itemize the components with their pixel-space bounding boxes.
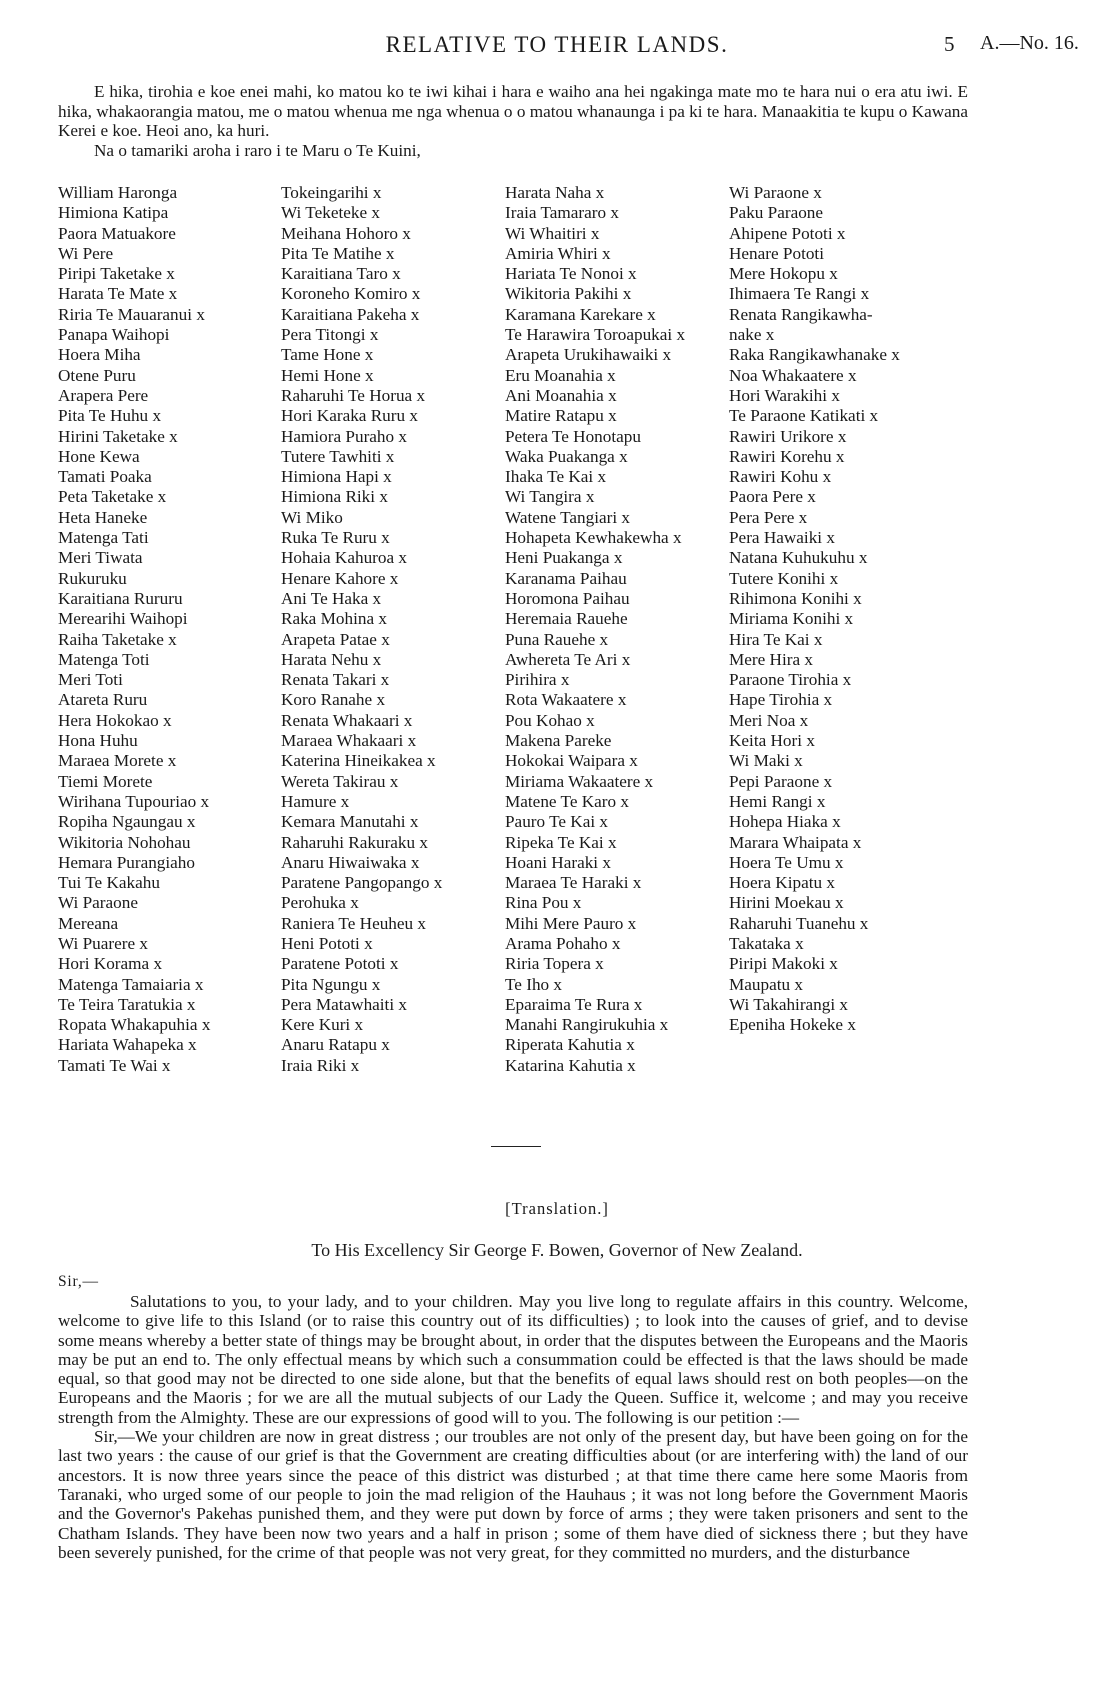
signatory-name: Raharuhi Tuanehu x bbox=[729, 913, 869, 933]
signatory-name: Iraia Tamararo x bbox=[505, 203, 619, 223]
signatory-name: Miriama Wakaatere x bbox=[505, 771, 654, 791]
translation-body bbox=[58, 1292, 968, 1562]
signatory-name: Hamiora Puraho x bbox=[281, 426, 408, 446]
signatory-name: Anaru Ratapu x bbox=[281, 1035, 390, 1055]
signatory-name: Paku Paraone bbox=[729, 203, 824, 223]
signatory-name: Himiona Katipa bbox=[58, 203, 169, 223]
signatory-name: Hona Huhu bbox=[58, 731, 138, 751]
signatory-name: Maraea Te Haraki x bbox=[505, 873, 642, 893]
signatory-name: Eru Moanahia x bbox=[505, 365, 616, 385]
signatory-name: Karanama Paihau bbox=[505, 568, 627, 588]
maori-petition-text bbox=[58, 82, 968, 160]
signatory-name: Ropiha Ngaungau x bbox=[58, 812, 196, 832]
signatory-name: Matene Te Karo x bbox=[505, 791, 629, 811]
signatory-name: Arapera Pere bbox=[58, 385, 149, 405]
signatory-name: Pera Pere x bbox=[729, 507, 808, 527]
signatory-name: Tamati Te Wai x bbox=[58, 1055, 171, 1075]
signatory-name: Wi Whaitiri x bbox=[505, 223, 600, 243]
signatory-name: Riria Te Mauaranui x bbox=[58, 304, 205, 324]
signatory-name: Heni Puakanga x bbox=[505, 548, 623, 568]
signatory-name: Tame Hone x bbox=[281, 345, 374, 365]
signatory-name: Hori Karaka Ruru x bbox=[281, 406, 418, 426]
signatory-name: Iraia Riki x bbox=[281, 1055, 360, 1075]
signatory-name: Mere Hokopu x bbox=[729, 264, 838, 284]
signatory-name: Mere Hira x bbox=[729, 649, 813, 669]
signatory-column-2 bbox=[281, 183, 442, 1076]
translation-address: To His Excellency Sir George F. Bowen, Governor of New Zealand. bbox=[311, 1240, 803, 1260]
signatory-name: William Haronga bbox=[58, 183, 178, 202]
signatory-name: Hori Korama x bbox=[58, 954, 163, 974]
signatory-name: Takataka x bbox=[729, 933, 804, 953]
signatory-name: Epeniha Hokeke x bbox=[729, 1015, 856, 1035]
signatory-name: Amiria Whiri x bbox=[505, 243, 611, 263]
signatory-name: Hera Hokokao x bbox=[58, 710, 172, 730]
signatory-name: Katerina Hineikakea x bbox=[281, 751, 436, 771]
signatory-name: Hori Warakihi x bbox=[729, 385, 840, 405]
signatory-name: Pera Matawhaiti x bbox=[281, 994, 408, 1014]
signatory-name: Tiemi Morete bbox=[58, 771, 153, 791]
signatory-name: Hoera Kipatu x bbox=[729, 873, 835, 893]
translation-paragraph-2: Sir,—We your children are now in great distress ; our troubles are not only of the present day, but have been going on for the last two years : the cause of our grief is that the Government are creating difficulties about (or are interfering with) the land of our ancestors. It is now three years since the peace of this district was disturbed ; at that time there came here some Maoris from Taranaki, who urged some of our people to join the mad religion of the Hauhaus ; it was not long before the Government Maoris and the Governor's Pakehas punished them, and they were put down by force of arms ; they were taken prisoners and sent to the Chatham Islands. They have been now two years and a half in prison ; some of them have died of sickness there ; but they have been severely punished, for the crime of that people was not very great, for they committed no murders, and the disturbance bbox=[58, 1427, 968, 1562]
translation-salutation: Sir,— bbox=[58, 1273, 99, 1290]
signatory-name: Te Teira Taratukia x bbox=[58, 994, 196, 1014]
signatory-name: Hoera Te Umu x bbox=[729, 852, 844, 872]
signatory-name: Arapeta Patae x bbox=[281, 629, 390, 649]
signatory-name: Hoani Haraki x bbox=[505, 852, 611, 872]
signatory-name: Otene Puru bbox=[58, 365, 136, 385]
signatory-name: Piripi Taketake x bbox=[58, 264, 175, 284]
signatory-name: Katarina Kahutia x bbox=[505, 1055, 636, 1075]
signatory-name: Hohaia Kahuroa x bbox=[281, 548, 407, 568]
signatory-name: Maraea Whakaari x bbox=[281, 731, 417, 751]
signatory-name: Ihimaera Te Rangi x bbox=[729, 284, 870, 304]
signatory-name: Marara Whaipata x bbox=[729, 832, 862, 852]
signatory-name: Hokokai Waipara x bbox=[505, 751, 638, 771]
signatory-name: Perohuka x bbox=[281, 893, 359, 913]
signatory-name: Himiona Riki x bbox=[281, 487, 388, 507]
signatory-name: Hone Kewa bbox=[58, 446, 140, 466]
signatory-name: Paratene Pototi x bbox=[281, 954, 399, 974]
signatory-name: Te Harawira Toroapukai x bbox=[505, 325, 686, 345]
signatory-name: Matenga Toti bbox=[58, 649, 150, 669]
signatory-name: Renata Whakaari x bbox=[281, 710, 413, 730]
signatory-column-1 bbox=[58, 183, 210, 1076]
signatory-name: Raharuhi Rakuraku x bbox=[281, 832, 429, 852]
signatory-name: Ropata Whakapuhia x bbox=[58, 1015, 211, 1035]
signatory-name: Raharuhi Te Horua x bbox=[281, 385, 426, 405]
signatory-name: Rina Pou x bbox=[505, 893, 582, 913]
intro-signoff: Na o tamariki aroha i raro i te Maru o Te Kuini, bbox=[94, 140, 421, 160]
signatory-column-3 bbox=[505, 183, 685, 1076]
signatory-name: Hape Tirohia x bbox=[729, 690, 833, 710]
signatory-name: Wi Miko bbox=[281, 507, 343, 527]
signatory-name: Paora Pere x bbox=[729, 487, 816, 507]
signatory-name: Keita Hori x bbox=[729, 731, 815, 751]
signatory-name: Hohepa Hiaka x bbox=[729, 812, 841, 832]
signatory-name: Natana Kuhukuhu x bbox=[729, 548, 868, 568]
signatory-name: Hoera Miha bbox=[58, 345, 141, 365]
signatory-name: Koroneho Komiro x bbox=[281, 284, 421, 304]
signatory-name: Ani Te Haka x bbox=[281, 588, 382, 608]
translation-paragraph-1: Salutations to you, to your lady, and to your children. May you live long to regulate affairs in this country. Welcome, welcome to give life to this Island (or to raise this country out of its difficulties) ; to look into the causes of grief, and to devise some means whereby a better state of things may be brought about, in order that the disputes between the Europeans and the Maoris may be put an end to. The only effectual means by which such a consummation could be effected is that the laws should be made equal, so that good may not be directed to one side alone, but that the benefits of equal laws should rest on both peoples—on the Europeans and the Maoris ; for we are all the mutual subjects of our Lady the Queen. Suffice it, welcome ; and may you receive strength from the Almighty. These are our expressions of good will to you. The following is our petition :— bbox=[58, 1292, 968, 1427]
signatory-name: Pera Hawaiki x bbox=[729, 528, 835, 548]
signatory-name: Atareta Ruru bbox=[58, 690, 148, 710]
signatory-name: Hirini Taketake x bbox=[58, 426, 178, 446]
signatory-name: Wi Paraone x bbox=[729, 183, 822, 202]
signatory-name: Ihaka Te Kai x bbox=[505, 467, 607, 487]
signatory-name: Paraone Tirohia x bbox=[729, 670, 852, 690]
signatory-name: Ani Moanahia x bbox=[505, 385, 617, 405]
signatory-name: Awhereta Te Ari x bbox=[505, 649, 631, 669]
signatory-name: Pera Titongi x bbox=[281, 325, 379, 345]
signatory-name: Henare Kahore x bbox=[281, 568, 399, 588]
signatory-name: Wi Teketeke x bbox=[281, 203, 380, 223]
signatory-name: Wi Puarere x bbox=[58, 933, 148, 953]
signatory-name: Wi Pere bbox=[58, 243, 114, 263]
signatory-name: Mereana bbox=[58, 913, 119, 933]
signatory-name: Heta Haneke bbox=[58, 507, 148, 527]
signatory-name: Raka Rangikawhanake x bbox=[729, 345, 900, 365]
signatory-name: Ruka Te Ruru x bbox=[281, 528, 390, 548]
signatory-name: Te Paraone Katikati x bbox=[729, 406, 879, 426]
signatory-name: Harata Te Mate x bbox=[58, 284, 178, 304]
intro-paragraph: E hika, tirohia e koe enei mahi, ko matou ko te iwi kihai i hara e waiho ana hei ngakinga mate mo te hara nui o era atu iwi. E hika, whakaorangia matou, me o matou whenua me nga whenua o o matou whanaunga i pa ki te hara. Manaakitia te kupu o Kawana Kerei e koe. Heoi ano, ka huri. bbox=[58, 82, 968, 141]
signatory-name: Hariata Wahapeka x bbox=[58, 1035, 197, 1055]
page-number: 5 bbox=[944, 32, 955, 56]
signatory-name: Pita Te Matihe x bbox=[281, 243, 395, 263]
signatory-name: Miriama Konihi x bbox=[729, 609, 854, 629]
signatory-name: Puna Rauehe x bbox=[505, 629, 609, 649]
signatory-name: Manahi Rangirukuhia x bbox=[505, 1015, 669, 1035]
signatory-name: Arapeta Urukihawaiki x bbox=[505, 345, 672, 365]
signatory-name: Noa Whakaatere x bbox=[729, 365, 857, 385]
signatory-name: Meri Tiwata bbox=[58, 548, 143, 568]
signatory-name: Matire Ratapu x bbox=[505, 406, 617, 426]
signatory-name: Ripeka Te Kai x bbox=[505, 832, 617, 852]
signatory-name: Raiha Taketake x bbox=[58, 629, 177, 649]
signatory-name: Maraea Morete x bbox=[58, 751, 177, 771]
signatory-name: Merearihi Waihopi bbox=[58, 609, 188, 629]
signatory-name: Rawiri Urikore x bbox=[729, 426, 847, 446]
signatory-name: Wikitoria Nohohau bbox=[58, 832, 191, 852]
running-title: RELATIVE TO THEIR LANDS. bbox=[385, 32, 729, 57]
signatory-name: Renata Rangikawha- bbox=[729, 304, 873, 324]
signatory-name: Ahipene Pototi x bbox=[729, 223, 846, 243]
signatory-name: Meri Noa x bbox=[729, 710, 809, 730]
signatory-name: Harata Naha x bbox=[505, 183, 605, 202]
signatory-name: Tutere Konihi x bbox=[729, 568, 839, 588]
signatory-name: Rukuruku bbox=[58, 568, 127, 588]
signatory-name: Rawiri Kohu x bbox=[729, 467, 832, 487]
signatory-name: Heni Pototi x bbox=[281, 933, 373, 953]
signatory-name: Wi Maki x bbox=[729, 751, 803, 771]
signatory-name: Riria Topera x bbox=[505, 954, 604, 974]
signatory-name: Heremaia Rauehe bbox=[505, 609, 628, 629]
signatory-name: Hemi Rangi x bbox=[729, 791, 826, 811]
signatory-name: Eparaima Te Rura x bbox=[505, 994, 643, 1014]
signatory-name: Panapa Waihopi bbox=[58, 325, 170, 345]
signatory-name: Anaru Hiwaiwaka x bbox=[281, 852, 420, 872]
signatory-name: Makena Pareke bbox=[505, 731, 612, 751]
signatory-name: Pita Ngungu x bbox=[281, 974, 381, 994]
signatory-list bbox=[0, 183, 1114, 1075]
signatory-name: Raka Mohina x bbox=[281, 609, 387, 629]
signatory-name: Arama Pohaho x bbox=[505, 933, 621, 953]
signatory-name: Pou Kohao x bbox=[505, 710, 595, 730]
signatory-name: Tui Te Kakahu bbox=[58, 873, 160, 893]
signatory-name: Wi Paraone bbox=[58, 893, 138, 913]
signatory-name: Hemi Hone x bbox=[281, 365, 374, 385]
signatory-name: Kere Kuri x bbox=[281, 1015, 364, 1035]
signatory-name: Hira Te Kai x bbox=[729, 629, 823, 649]
signatory-name: Karaitiana Rururu bbox=[58, 588, 183, 608]
signatory-name: Karaitiana Pakeha x bbox=[281, 304, 420, 324]
signatory-name: Renata Takari x bbox=[281, 670, 390, 690]
signatory-name: Hohapeta Kewhakewha x bbox=[505, 528, 682, 548]
signatory-name: Waka Puakanga x bbox=[505, 446, 628, 466]
signatory-name: Raniera Te Heuheu x bbox=[281, 913, 426, 933]
signatory-name: Wi Takahirangi x bbox=[729, 994, 849, 1014]
signatory-name: Hamure x bbox=[281, 791, 350, 811]
signatory-name: Horomona Paihau bbox=[505, 588, 630, 608]
signatory-name: Watene Tangiari x bbox=[505, 507, 630, 527]
signatory-name: Wi Tangira x bbox=[505, 487, 595, 507]
signatory-name: Tutere Tawhiti x bbox=[281, 446, 395, 466]
signatory-name: Pauro Te Kai x bbox=[505, 812, 609, 832]
signatory-name: Hirini Moekau x bbox=[729, 893, 844, 913]
signatory-name: Matenga Tati bbox=[58, 528, 149, 548]
signatory-name: Wikitoria Pakihi x bbox=[505, 284, 632, 304]
signatory-name: Karaitiana Taro x bbox=[281, 264, 401, 284]
signatory-name: Kemara Manutahi x bbox=[281, 812, 419, 832]
signatory-name: Rihimona Konihi x bbox=[729, 588, 862, 608]
signatory-name: Tamati Poaka bbox=[58, 467, 152, 487]
signatory-name: Riperata Kahutia x bbox=[505, 1035, 635, 1055]
signatory-name: Petera Te Honotapu bbox=[505, 426, 641, 446]
signatory-name: Paora Matuakore bbox=[58, 223, 176, 243]
signatory-name: Henare Pototi bbox=[729, 243, 824, 263]
signatory-name: Pirihira x bbox=[505, 670, 570, 690]
signatory-name: Harata Nehu x bbox=[281, 649, 382, 669]
signatory-name: Tokeingarihi x bbox=[281, 183, 382, 202]
signatory-name: Wirihana Tupouriao x bbox=[58, 791, 210, 811]
signatory-name: Hariata Te Nonoi x bbox=[505, 264, 637, 284]
signatory-name: Pepi Paraone x bbox=[729, 771, 833, 791]
signatory-name: Hemara Purangiaho bbox=[58, 852, 195, 872]
signatory-name: Matenga Tamaiaria x bbox=[58, 974, 204, 994]
signatory-name: Mihi Mere Pauro x bbox=[505, 913, 637, 933]
signatory-name: Rota Wakaatere x bbox=[505, 690, 627, 710]
signatory-name: Maupatu x bbox=[729, 974, 803, 994]
signatory-name: Peta Taketake x bbox=[58, 487, 167, 507]
signatory-name: Te Iho x bbox=[505, 974, 563, 994]
signatory-name: Wereta Takirau x bbox=[281, 771, 399, 791]
signatory-name: Meihana Hohoro x bbox=[281, 223, 411, 243]
signatory-name: Koro Ranahe x bbox=[281, 690, 386, 710]
signatory-name: Meri Toti bbox=[58, 670, 123, 690]
signatory-name: Karamana Karekare x bbox=[505, 304, 656, 324]
signatory-name: Paratene Pangopango x bbox=[281, 873, 443, 893]
signatory-name: nake x bbox=[729, 325, 775, 345]
signatory-name: Piripi Makoki x bbox=[729, 954, 838, 974]
signatory-name: Himiona Hapi x bbox=[281, 467, 392, 487]
signatory-name: Pita Te Huhu x bbox=[58, 406, 162, 426]
document-reference: A.—No. 16. bbox=[980, 32, 1079, 54]
signatory-name: Rawiri Korehu x bbox=[729, 446, 845, 466]
page-header bbox=[0, 32, 1114, 62]
translation-heading: [Translation.] bbox=[505, 1199, 609, 1218]
section-divider bbox=[491, 1146, 541, 1147]
signatory-column-4 bbox=[729, 183, 900, 1035]
